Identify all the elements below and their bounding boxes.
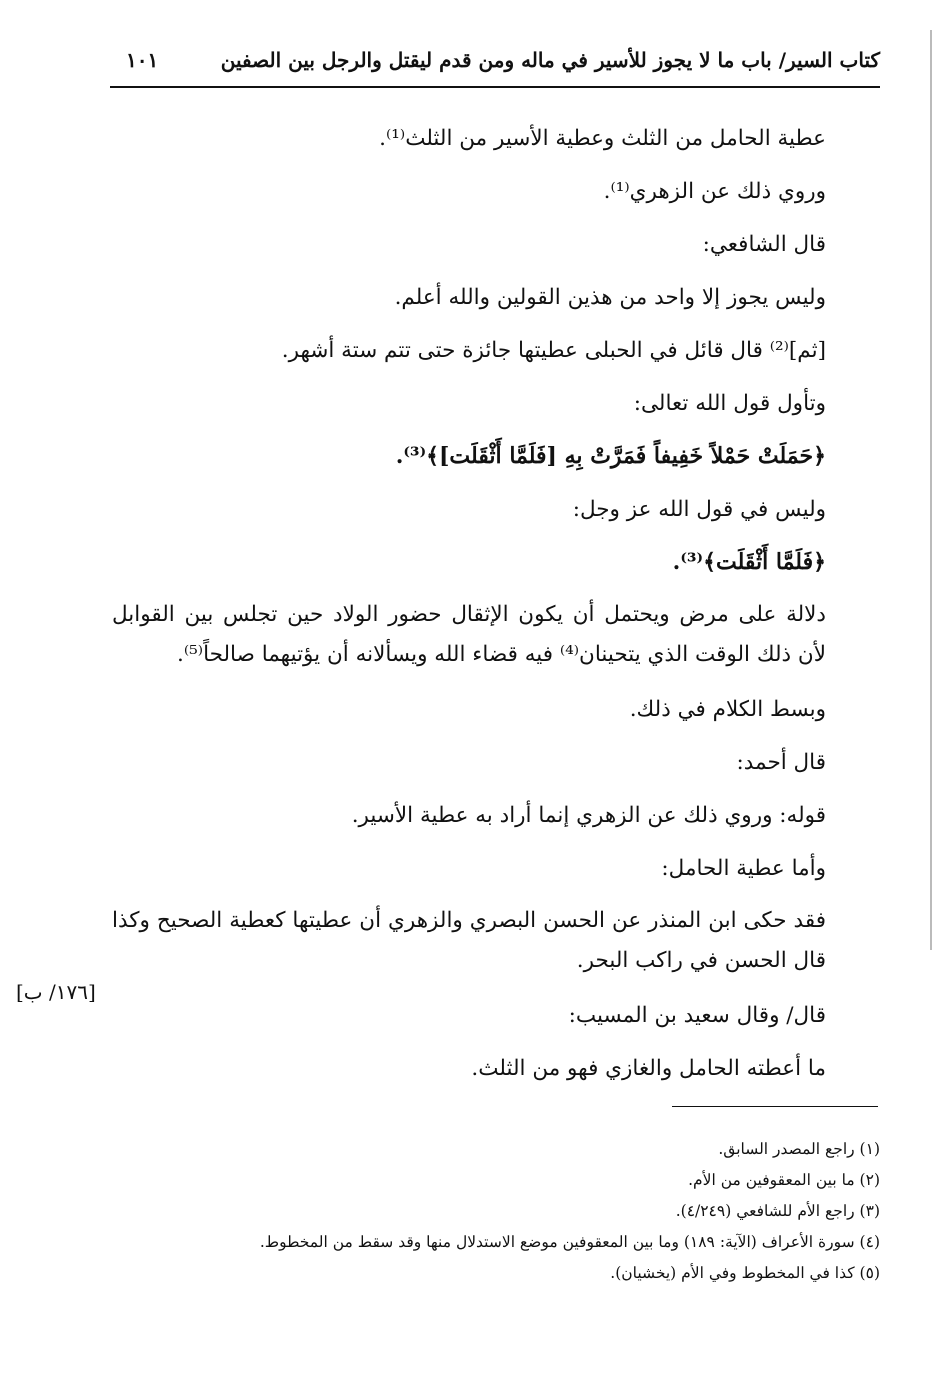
- footnote: (٤) سورة الأعراف (الآية: ١٨٩) وما بين المعقوفين موضع الاستدلال منها وقد سقط من المخطوط.: [259, 1233, 880, 1251]
- scan-edge-line: [930, 30, 932, 950]
- paragraph: قوله: وروي ذلك عن الزهري إنما أراد به عطية الأسير.: [351, 803, 826, 828]
- paragraph: قال الشافعي:: [702, 232, 826, 257]
- paragraph: قال/ وقال سعيد بن المسيب:: [568, 1003, 826, 1028]
- running-header: [112, 44, 880, 80]
- quran-verse: ﴿فَلَمَّا أَثْقَلَت﴾⁽³⁾.: [672, 549, 826, 575]
- paragraph: قال أحمد:: [736, 750, 826, 775]
- page-number: ١٠١: [126, 48, 159, 72]
- paragraph: وليس يجوز إلا واحد من هذين القولين والله أعلم.: [394, 285, 826, 310]
- paragraph: [ثم]⁽²⁾ قال قائل في الحبلى عطيتها جائزة حتى تتم ستة أشهر.: [281, 338, 826, 363]
- paragraph: وروي ذلك عن الزهري⁽¹⁾.: [603, 179, 826, 204]
- paragraph: وتأول قول الله تعالى:: [633, 391, 826, 416]
- footnote: (١) راجع المصدر السابق.: [718, 1140, 880, 1158]
- paragraph: وبسط الكلام في ذلك.: [629, 697, 826, 722]
- footnote: (٣) راجع الأم للشافعي (٤/٢٤٩).: [675, 1202, 880, 1220]
- header-title: كتاب السير/ باب ما لا يجوز للأسير في ماله ومن قدم ليقتل والرجل بين الصفين: [220, 48, 880, 72]
- paragraph: فقد حكى ابن المنذر عن الحسن البصري والزهري أن عطيتها كعطية الصحيح وكذا قال الحسن في راكب البحر.: [112, 908, 826, 973]
- main-text: [112, 112, 880, 1095]
- header-rule: [110, 86, 880, 88]
- paragraph: وأما عطية الحامل:: [661, 856, 826, 881]
- footnotes: [112, 1134, 880, 1289]
- paragraph: وليس في قول الله عز وجل:: [572, 497, 826, 522]
- footnote-rule: [672, 1106, 878, 1107]
- footnote: (٢) ما بين المعقوفين من الأم.: [688, 1171, 880, 1189]
- manuscript-folio-marker: [١٧٦/ ب]: [16, 980, 96, 1004]
- footnote: (٥) كذا في المخطوط وفي الأم (يخشيان).: [610, 1264, 880, 1282]
- quran-verse: ﴿حَمَلَتْ حَمْلاً خَفِيفاً فَمَرَّتْ بِهِ [فَلَمَّا أَثْقَلَت]﴾⁽³⁾.: [395, 443, 826, 469]
- paragraph: عطية الحامل من الثلث وعطية الأسير من الثلث⁽¹⁾.: [379, 126, 826, 151]
- paragraph: ما أعطته الحامل والغازي فهو من الثلث.: [471, 1056, 826, 1081]
- paragraph: دلالة على مرض ويحتمل أن يكون الإثقال حضور الولاد حين تجلس بين القوابل لأن ذلك الوقت الذي يتحينان⁽⁴⁾ فيه قضاء الله ويسألانه أن يؤتيهما صالحاً⁽⁵⁾.: [112, 602, 826, 667]
